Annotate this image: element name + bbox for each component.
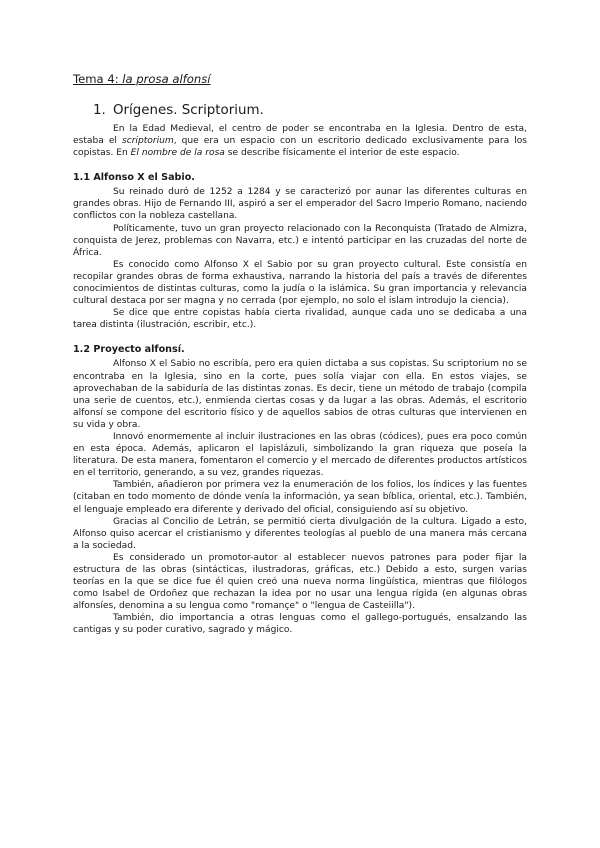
section-1-1-paragraph-1: Su reinado duró de 1252 a 1284 y se caracterizó por aunar las diferentes culturas en grandes obras. Hijo de Fernando III, aspiró a ser el emperador del Sacro Imperio Romano, naciendo conflictos con la nobleza castellana. <box>73 187 527 222</box>
section-1-2-paragraph-1: Alfonso X el Sabio no escribía, pero era quien dictaba a sus copistas. Su scriptorium no se encontraba en la Iglesia, sino en la corte, pues solía viajar con ella. En estos viajes, se aprovechaban de la sabiduría de las distintas zonas. Es decir, tiene un método de trabajo (compila una serie de cuentos, etc.), enmienda ciertas cosas y da lugar a las obras. Además, el escritorio alfonsí se compone del escritorio físico y de aquellos sabios de otras culturas que intervienen en su vida y obra. <box>73 359 527 430</box>
document-title <box>73 72 527 86</box>
section-1-number: 1. <box>93 103 106 118</box>
section-1-2-paragraph-6: También, dio importancia a otras lenguas como el gallego-portugués, ensalzando las cantigas y su poder curativo, sagrado y mágico. <box>73 613 527 636</box>
document-page <box>73 72 527 637</box>
section-1-text-a: En la Edad Medieval, el centro de poder se encontraba en la Iglesia. Dentro de esta, estaba el <box>73 124 527 147</box>
section-1-1-paragraph-3: Es conocido como Alfonso X el Sabio por su gran proyecto cultural. Este consistía en recopilar grandes obras de forma exhaustiva, narrando la historia del país a través de diferentes conocimientos de distintas culturas, como la judía o la islámica. Su gran importancia y relevancia cultural destaca por ser magna y no cerrada (por ejemplo, no solo el islam introdujo la ciencia). <box>73 259 527 307</box>
section-1-text-b: , que era un espacio con un escritorio dedicado exclusivamente para los copistas. En <box>73 136 528 159</box>
section-1-paragraph <box>73 123 527 159</box>
section-1-2-paragraph-4: Gracias al Concilio de Letrán, se permitió cierta divulgación de la cultura. Ligado a esto, Alfonso quiso acercar el cristianismo y diferentes teologías al pueblo de una manera más cercana a la sociedad. <box>73 516 527 551</box>
section-1-italic-scriptorium: scriptorium <box>121 136 174 147</box>
section-1-2-paragraph-5: Es considerado un promotor-autor al establecer nuevos patrones para poder fijar la estructura de las obras (sintácticas, ilustradoras, gráficas, etc.) Debido a esto, surgen varias teorías en la que se dice fue él quien creó una nueva norma lingüística, mientras que filólogos como Isabel de Ordoñez que rechazan la idea por no usar una lengua rígida (en algunas obras alfonsíes, denomina a su lengua como "romançe" o "lengua de Casteiilla"). <box>73 552 527 612</box>
section-1-2-paragraph-3: También, añadieron por primera vez la enumeración de los folios, los índices y las fuentes (citaban en todo momento de dónde venía la información, ya sean bíblica, oriental, etc.). También, el lenguaje empleado era diferente y derivado del oficial, consiguiendo así su objetivo. <box>73 480 527 515</box>
section-1-heading <box>93 103 527 119</box>
section-1-1-heading: 1.1 Alfonso X el Sabio. <box>73 172 195 184</box>
section-1-1-paragraph-4: Se dice que entre copistas había cierta rivalidad, aunque cada uno se dedicaba a una tarea distinta (ilustración, escribir, etc.). <box>73 308 527 331</box>
title-prefix: Tema 4: <box>73 72 123 86</box>
section-1-1-paragraph-2: Políticamente, tuvo un gran proyecto relacionado con la Reconquista (Tratado de Almizra, conquista de Jerez, problemas con Navarra, etc.) e intentó participar en las cruzadas del norte de África. <box>73 223 527 258</box>
section-1-2-heading: 1.2 Proyecto alfonsí. <box>73 344 185 356</box>
section-1-text-c: se describe físicamente el interior de este espacio. <box>224 148 460 159</box>
section-1-heading-text: Orígenes. Scriptorium. <box>113 103 264 118</box>
title-italic: la prosa alfonsí <box>122 72 211 86</box>
section-1-italic-book: El nombre de la rosa <box>130 148 225 159</box>
section-1-2-paragraph-2: Innovó enormemente al incluir ilustraciones en las obras (códices), pues era poco común en esta época. Además, aplicaron el lapislázuli, simbolizando la gran riqueza que poseía la literatura. De esta manera, fomentaron el comercio y el mercado de diferentes productos artísticos en el territorio, generando, a su vez, grandes riquezas. <box>73 431 527 479</box>
